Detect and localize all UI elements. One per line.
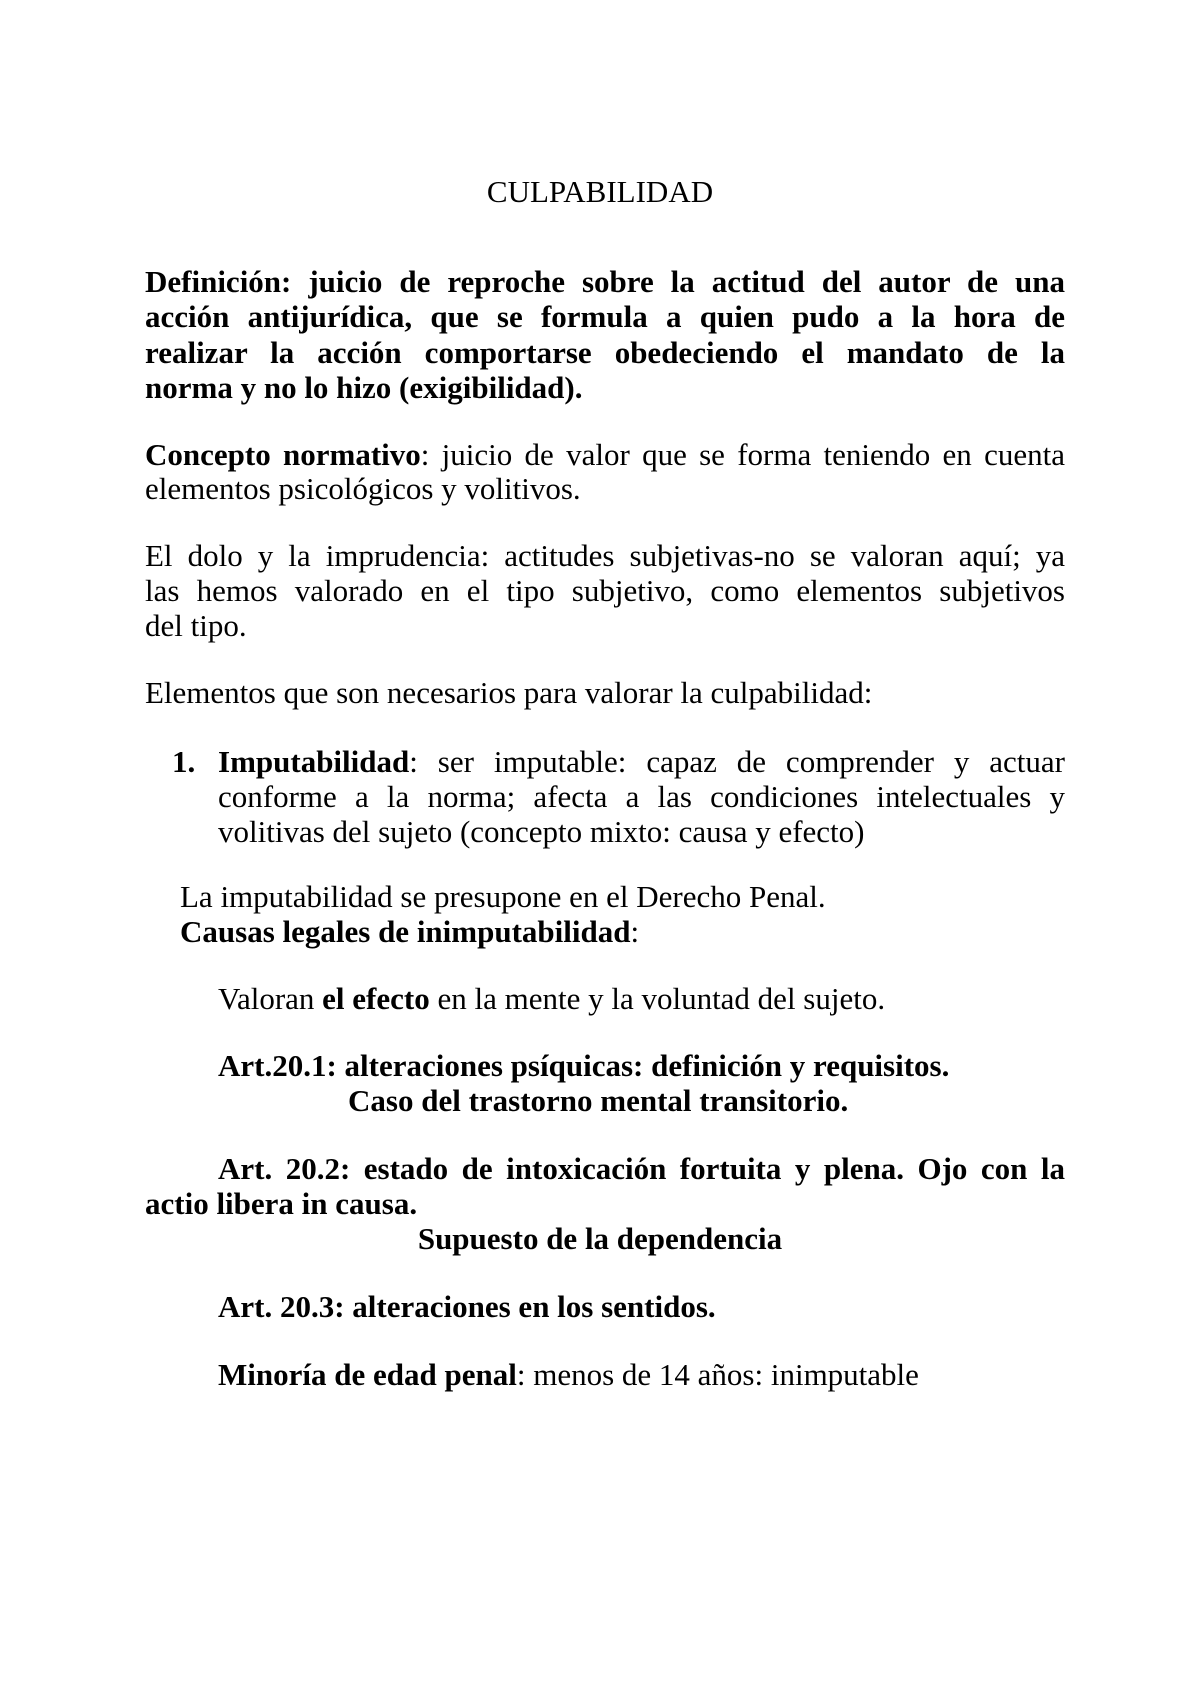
art-20-2-line-2: actio libera in causa.: [145, 1186, 418, 1221]
valoran-line: Valoran el efecto en la mente y la voluntad del sujeto.: [218, 981, 886, 1016]
art-20-1-line-1: Art.20.1: alteraciones psíquicas: definición y requisitos.: [218, 1048, 950, 1083]
art-20-2-line-3: Supuesto de la dependencia: [417, 1221, 783, 1256]
concepto-line-1: Concepto normativo: juicio de valor que se forma teniendo en cuenta: [145, 437, 1065, 472]
definition-line-1: Definición: juicio de reproche sobre la actitud del autor de una: [145, 264, 1065, 299]
valoran-efecto: el efecto: [322, 981, 430, 1016]
presupone-line: La imputabilidad se presupone en el Derecho Penal.: [180, 879, 826, 914]
imputabilidad-label: Imputabilidad: [218, 744, 410, 779]
minoria-line: Minoría de edad penal: menos de 14 años: inimputable: [218, 1357, 919, 1392]
dolo-line-1: El dolo y la imprudencia: actitudes subjetivas-no se valoran aquí; ya: [145, 538, 1065, 573]
dolo-line-2: las hemos valorado en el tipo subjetivo, como elementos subjetivos: [145, 573, 1065, 608]
concepto-label: Concepto normativo: [145, 437, 421, 472]
imputabilidad-line-1: Imputabilidad: ser imputable: capaz de comprender y actuar: [218, 744, 1065, 779]
list-number-1: 1.: [172, 744, 196, 779]
definition-line-3: realizar la acción comportarse obedeciendo el mandato de la: [145, 335, 1065, 370]
definition-line-4: norma y no lo hizo (exigibilidad).: [145, 370, 583, 405]
concepto-line-2: elementos psicológicos y volitivos.: [145, 471, 581, 506]
document-title: CULPABILIDAD: [486, 174, 714, 209]
imputabilidad-line-3: volitivas del sujeto (concepto mixto: causa y efecto): [218, 814, 865, 849]
imputabilidad-line-2: conforme a la norma; afecta a las condiciones intelectuales y: [218, 779, 1065, 814]
definition-line-2: acción antijurídica, que se formula a quien pudo a la hora de: [145, 299, 1065, 334]
causas-line: Causas legales de inimputabilidad:: [180, 914, 640, 949]
causas-label: Causas legales de inimputabilidad: [180, 914, 631, 949]
definition-label: Definición:: [145, 264, 292, 299]
art-20-2-line-1: Art. 20.2: estado de intoxicación fortuita y plena. Ojo con la: [218, 1151, 1065, 1186]
elementos-intro: Elementos que son necesarios para valorar la culpabilidad:: [145, 675, 873, 710]
art-20-1-line-2: Caso del trastorno mental transitorio.: [348, 1083, 849, 1118]
dolo-line-3: del tipo.: [145, 608, 247, 643]
art-20-3-line: Art. 20.3: alteraciones en los sentidos.: [218, 1289, 716, 1324]
minoria-label: Minoría de edad penal: [218, 1357, 517, 1392]
